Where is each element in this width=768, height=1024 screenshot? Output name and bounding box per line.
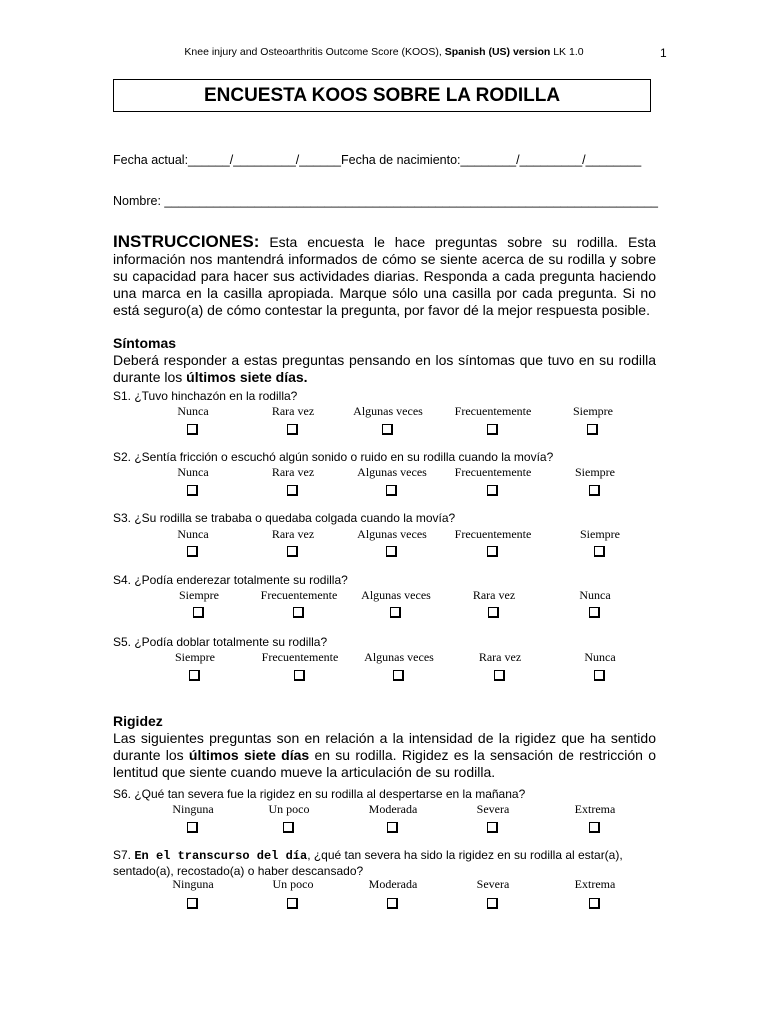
stiffness-intro-text-end: en su rodilla. Rigidez es la sensación de restricción o lentitud que siente cuando mueve la articulación de su rodilla. — [113, 747, 657, 780]
option-label: Un poco — [268, 802, 310, 816]
answer-checkbox[interactable] — [287, 485, 298, 496]
answer-checkbox[interactable] — [294, 670, 305, 681]
answer-checkbox[interactable] — [287, 424, 298, 435]
question-s7-emphasis: En el transcurso del día — [134, 849, 308, 863]
stiffness-intro-bold: últimos siete días — [188, 747, 310, 763]
question-s7-text — [113, 848, 658, 879]
answer-checkbox[interactable] — [589, 898, 600, 909]
question-s5-text: S5. ¿Podía doblar totalmente su rodilla? — [113, 635, 328, 649]
option-label: Ninguna — [172, 877, 214, 891]
option-label: Extrema — [574, 877, 616, 891]
symptoms-intro-text: Deberá responder a estas preguntas pensando en los síntomas que tuvo en su rodilla durante los — [113, 352, 656, 385]
answer-checkbox[interactable] — [187, 546, 198, 557]
answer-checkbox[interactable] — [587, 424, 598, 435]
symptoms-intro-bold: últimos siete días. — [186, 369, 308, 385]
answer-checkbox[interactable] — [187, 822, 198, 833]
option-label: Frecuentemente — [454, 465, 532, 479]
option-label: Nunca — [579, 588, 611, 602]
date-fields[interactable]: Fecha actual:______/_________/______Fecha de nacimiento:________/_________/________ — [113, 153, 642, 167]
answer-checkbox[interactable] — [187, 898, 198, 909]
answer-checkbox[interactable] — [293, 607, 304, 618]
answer-checkbox[interactable] — [193, 607, 204, 618]
page-number: 1 — [660, 46, 667, 60]
answer-checkbox[interactable] — [487, 485, 498, 496]
page-header — [0, 46, 768, 58]
question-s6-text: S6. ¿Qué tan severa fue la rigidez en su rodilla al despertarse en la mañana? — [113, 787, 526, 801]
option-label: Nunca — [177, 527, 209, 541]
option-label: Moderada — [368, 877, 418, 891]
option-label: Rara vez — [478, 650, 522, 664]
option-label: Siempre — [575, 465, 615, 479]
option-label: Algunas veces — [353, 404, 423, 418]
answer-checkbox[interactable] — [589, 607, 600, 618]
option-label: Ninguna — [172, 802, 214, 816]
name-field[interactable]: Nombre: _______________________________________________________________________ — [113, 194, 658, 208]
option-label: Siempre — [573, 404, 613, 418]
instructions — [113, 233, 656, 319]
header-text: Knee injury and Osteoarthritis Outcome Score (KOOS), — [184, 46, 445, 58]
answer-checkbox[interactable] — [594, 546, 605, 557]
option-label: Rara vez — [271, 465, 315, 479]
option-label: Rara vez — [271, 404, 315, 418]
answer-checkbox[interactable] — [487, 898, 498, 909]
answer-checkbox[interactable] — [287, 898, 298, 909]
option-label: Algunas veces — [364, 650, 434, 664]
stiffness-intro — [113, 730, 656, 781]
answer-checkbox[interactable] — [390, 607, 401, 618]
answer-checkbox[interactable] — [189, 670, 200, 681]
answer-checkbox[interactable] — [487, 546, 498, 557]
answer-checkbox[interactable] — [287, 546, 298, 557]
instructions-text: Esta encuesta le hace preguntas sobre su rodilla. Esta información nos mantendrá informados de cómo se siente acerca de su rodilla y sobre su capacidad para hacer sus actividades diarias. Responda a cada pregunta haciendo una marca en la casilla apropiada. Marque sólo una casilla por cada pregunta. Si no está seguro(a) de cómo contestar la pregunta, por favor dé la mejor respuesta posible. — [113, 234, 656, 318]
option-label: Nunca — [584, 650, 616, 664]
option-label: Extrema — [574, 802, 616, 816]
answer-checkbox[interactable] — [187, 424, 198, 435]
option-label: Un poco — [272, 877, 314, 891]
header-suffix: LK 1.0 — [550, 46, 584, 58]
answer-checkbox[interactable] — [589, 822, 600, 833]
option-label: Frecuentemente — [454, 404, 532, 418]
option-label: Siempre — [175, 650, 215, 664]
answer-checkbox[interactable] — [589, 485, 600, 496]
answer-checkbox[interactable] — [487, 822, 498, 833]
option-label: Algunas veces — [357, 465, 427, 479]
option-label: Nunca — [177, 465, 209, 479]
answer-checkbox[interactable] — [594, 670, 605, 681]
option-label: Rara vez — [472, 588, 516, 602]
stiffness-title: Rigidez — [113, 713, 163, 729]
option-label: Moderada — [368, 802, 418, 816]
answer-checkbox[interactable] — [387, 898, 398, 909]
answer-checkbox[interactable] — [387, 822, 398, 833]
option-label: Nunca — [177, 404, 209, 418]
symptoms-title: Síntomas — [113, 335, 177, 351]
answer-checkbox[interactable] — [488, 607, 499, 618]
option-label: Rara vez — [271, 527, 315, 541]
answer-checkbox[interactable] — [487, 424, 498, 435]
option-label: Severa — [476, 802, 510, 816]
question-s1-text: S1. ¿Tuvo hinchazón en la rodilla? — [113, 389, 298, 403]
option-label: Frecuentemente — [260, 588, 338, 602]
option-label: Algunas veces — [357, 527, 427, 541]
question-s7-rest: , ¿qué tan severa ha sido la rigidez en su rodilla al estar(a), sentado(a), recostado(a) o haber descansado? — [113, 848, 623, 878]
question-s3-text: S3. ¿Su rodilla se trababa o quedaba colgada cuando la movía? — [113, 511, 456, 525]
answer-checkbox[interactable] — [386, 546, 397, 557]
answer-checkbox[interactable] — [187, 485, 198, 496]
answer-checkbox[interactable] — [393, 670, 404, 681]
question-s7-prefix: S7. — [113, 848, 135, 862]
answer-checkbox[interactable] — [386, 485, 397, 496]
option-label: Frecuentemente — [261, 650, 339, 664]
header-version: Spanish (US) version — [444, 46, 551, 58]
option-label: Algunas veces — [361, 588, 431, 602]
answer-checkbox[interactable] — [382, 424, 393, 435]
answer-checkbox[interactable] — [283, 822, 294, 833]
answer-checkbox[interactable] — [494, 670, 505, 681]
option-label: Siempre — [179, 588, 219, 602]
symptoms-intro — [113, 352, 656, 386]
option-label: Severa — [476, 877, 510, 891]
document-title: ENCUESTA KOOS SOBRE LA RODILLA — [113, 79, 651, 112]
stiffness-intro-text: Las siguientes preguntas son en relación a la intensidad de la rigidez que ha sentido durante los — [113, 730, 656, 763]
question-s2-text: S2. ¿Sentía fricción o escuchó algún sonido o ruido en su rodilla cuando la movía? — [113, 450, 554, 464]
instructions-label: INSTRUCCIONES: — [113, 232, 260, 251]
question-s4-text: S4. ¿Podía enderezar totalmente su rodilla? — [113, 573, 348, 587]
option-label: Frecuentemente — [454, 527, 532, 541]
option-label: Siempre — [580, 527, 620, 541]
